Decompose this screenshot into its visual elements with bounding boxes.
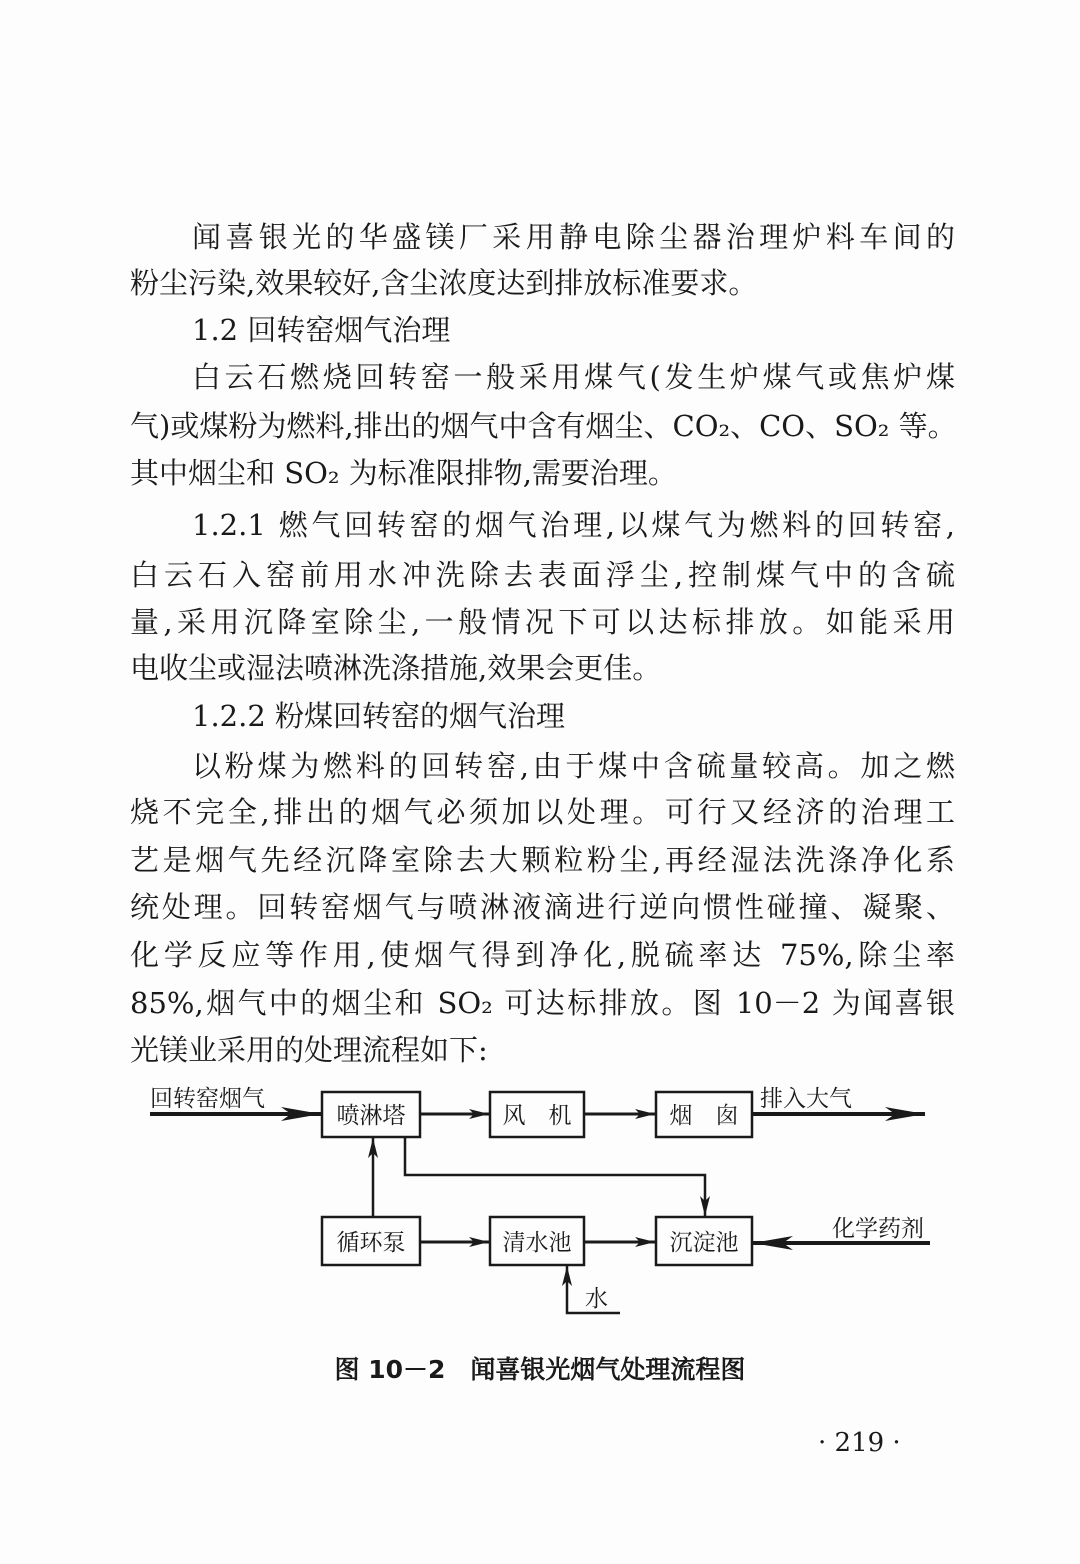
text-line: 其中烟尘和 SO₂ 为标准限排物,需要治理。 <box>130 456 677 490</box>
text-line: 烧不完全,排出的烟气必须加以处理。可行又经济的治理工 <box>130 795 955 829</box>
label-output: 排入大气 <box>760 1086 852 1112</box>
text-line: 粉尘污染,效果较好,含尘浓度达到排放标准要求。 <box>130 266 758 300</box>
label-chem: 化学药剂 <box>832 1216 924 1242</box>
text-line: 量,采用沉降室除尘,一般情况下可以达标排放。如能采用 <box>130 605 955 639</box>
text-pump: 循环泵 <box>336 1230 406 1256</box>
text-settle-pool: 沉淀池 <box>669 1230 739 1256</box>
text-line: 化学反应等作用,使烟气得到净化,脱硫率达 75%,除尘率 <box>130 938 955 972</box>
text-line: 1.2.1 燃气回转窑的烟气治理,以煤气为燃料的回转窑, <box>192 508 955 542</box>
text-clear-pool: 清水池 <box>502 1230 572 1256</box>
text-line: 闻喜银光的华盛镁厂采用静电除尘器治理炉料车间的 <box>192 220 955 254</box>
figure-caption: 图 10－2 闻喜银光烟气处理流程图 <box>334 1355 746 1384</box>
text-spray-tower: 喷淋塔 <box>336 1103 406 1129</box>
arrow-tower-settle <box>405 1137 705 1216</box>
text-line: 艺是烟气先经沉降室除去大颗粒粉尘,再经湿法洗涤净化系 <box>130 843 955 877</box>
text-chimney: 烟 囱 <box>669 1103 739 1129</box>
text-line: 光镁业采用的处理流程如下: <box>130 1033 488 1067</box>
text-line: 85%,烟气中的烟尘和 SO₂ 可达标排放。图 10－2 为闻喜银 <box>130 986 955 1020</box>
text-line: 电收尘或湿法喷淋洗涤措施,效果会更佳。 <box>130 651 662 685</box>
text-line: 气)或煤粉为燃料,排出的烟气中含有烟尘、CO₂、CO、SO₂ 等。 <box>130 409 957 443</box>
label-water: 水 <box>585 1286 608 1312</box>
text-line: 统处理。回转窑烟气与喷淋液滴进行逆向惯性碰撞、凝聚、 <box>130 890 955 924</box>
text-line: 白云石入窑前用水冲洗除去表面浮尘,控制煤气中的含硫 <box>130 558 955 592</box>
text-line: 以粉煤为燃料的回转窑,由于煤中含硫量较高。加之燃 <box>192 749 955 783</box>
text-fan: 风 机 <box>502 1103 572 1129</box>
page-number: · 219 · <box>818 1428 901 1458</box>
text-line: 白云石燃烧回转窑一般采用煤气(发生炉煤气或焦炉煤 <box>192 360 955 394</box>
label-input: 回转窑烟气 <box>150 1086 265 1112</box>
text-line: 1.2 回转窑烟气治理 <box>192 313 451 347</box>
text-line: 1.2.2 粉煤回转窑的烟气治理 <box>192 699 566 733</box>
